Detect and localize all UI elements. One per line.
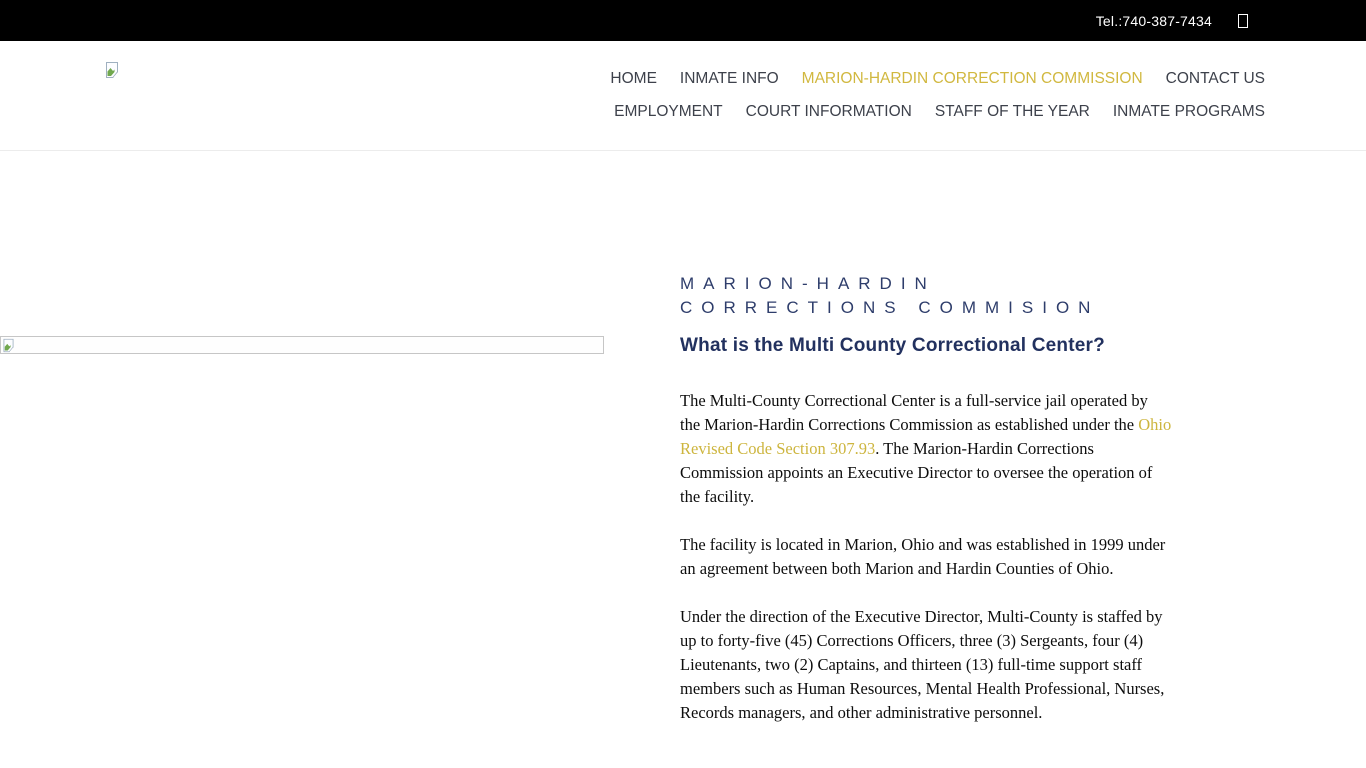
phone-number: Tel.:740-387-7434	[1095, 12, 1212, 29]
intro-text-before-link: The Multi-County Correctional Center is a full-service jail operated by the Marion-Hardin Corrections Commission as established under the	[680, 391, 1148, 434]
eyebrow-heading	[680, 272, 1172, 320]
broken-image-icon	[105, 61, 119, 79]
social-icon[interactable]	[1238, 14, 1248, 28]
nav-item-contact-us[interactable]: CONTACT US	[1165, 70, 1265, 87]
nav-item-inmate-programs[interactable]: INMATE PROGRAMS	[1112, 103, 1265, 120]
facility-image-broken	[0, 336, 604, 354]
eyebrow-line-1: MARION-HARDIN	[680, 274, 936, 293]
nav-item-court-information[interactable]: COURT INFORMATION	[745, 103, 912, 120]
nav-row-1	[610, 70, 1265, 88]
site-header	[0, 41, 1366, 151]
nav-row-2	[614, 103, 1265, 121]
nav-item-employment[interactable]: EMPLOYMENT	[614, 103, 723, 120]
intro-paragraph	[680, 389, 1172, 509]
nav-item-staff-of-the-year[interactable]: STAFF OF THE YEAR	[934, 103, 1090, 120]
nav-item-marion-hardin-correction-commission[interactable]: MARION-HARDIN CORRECTION COMMISSION	[801, 70, 1143, 87]
page-title: What is the Multi County Correctional Center?	[680, 335, 1105, 356]
staffing-paragraph: Under the direction of the Executive Director, Multi-County is staffed by up to forty-five (45) Corrections Officers, three (3) Sergeants, four (4) Lieutenants, two (2) Captains, and thirteen (13) full-time support staff members such as Human Resources, Mental Health Professional, Nurses, Records managers, and other administrative personnel.	[680, 607, 1165, 722]
nav-item-inmate-info[interactable]: INMATE INFO	[679, 70, 779, 87]
top-bar	[0, 0, 1366, 41]
main-navigation	[610, 41, 1265, 150]
eyebrow-line-2: CORRECTIONS COMMISION	[680, 298, 1100, 317]
site-logo[interactable]	[105, 61, 119, 79]
nav-item-home[interactable]: HOME	[610, 70, 657, 87]
article-column	[680, 272, 1172, 749]
location-paragraph: The facility is located in Marion, Ohio and was established in 1999 under an agreement between both Marion and Hardin Counties of Ohio.	[680, 535, 1166, 578]
ohio-revised-code-link[interactable]: Ohio Revised Code Section 307.93	[680, 415, 1172, 458]
main-content	[0, 151, 1366, 768]
intro-text-after-link: . The Marion-Hardin Corrections Commission appoints an Executive Director to oversee the operation of the facility.	[680, 439, 1153, 506]
broken-image-icon	[2, 338, 15, 353]
